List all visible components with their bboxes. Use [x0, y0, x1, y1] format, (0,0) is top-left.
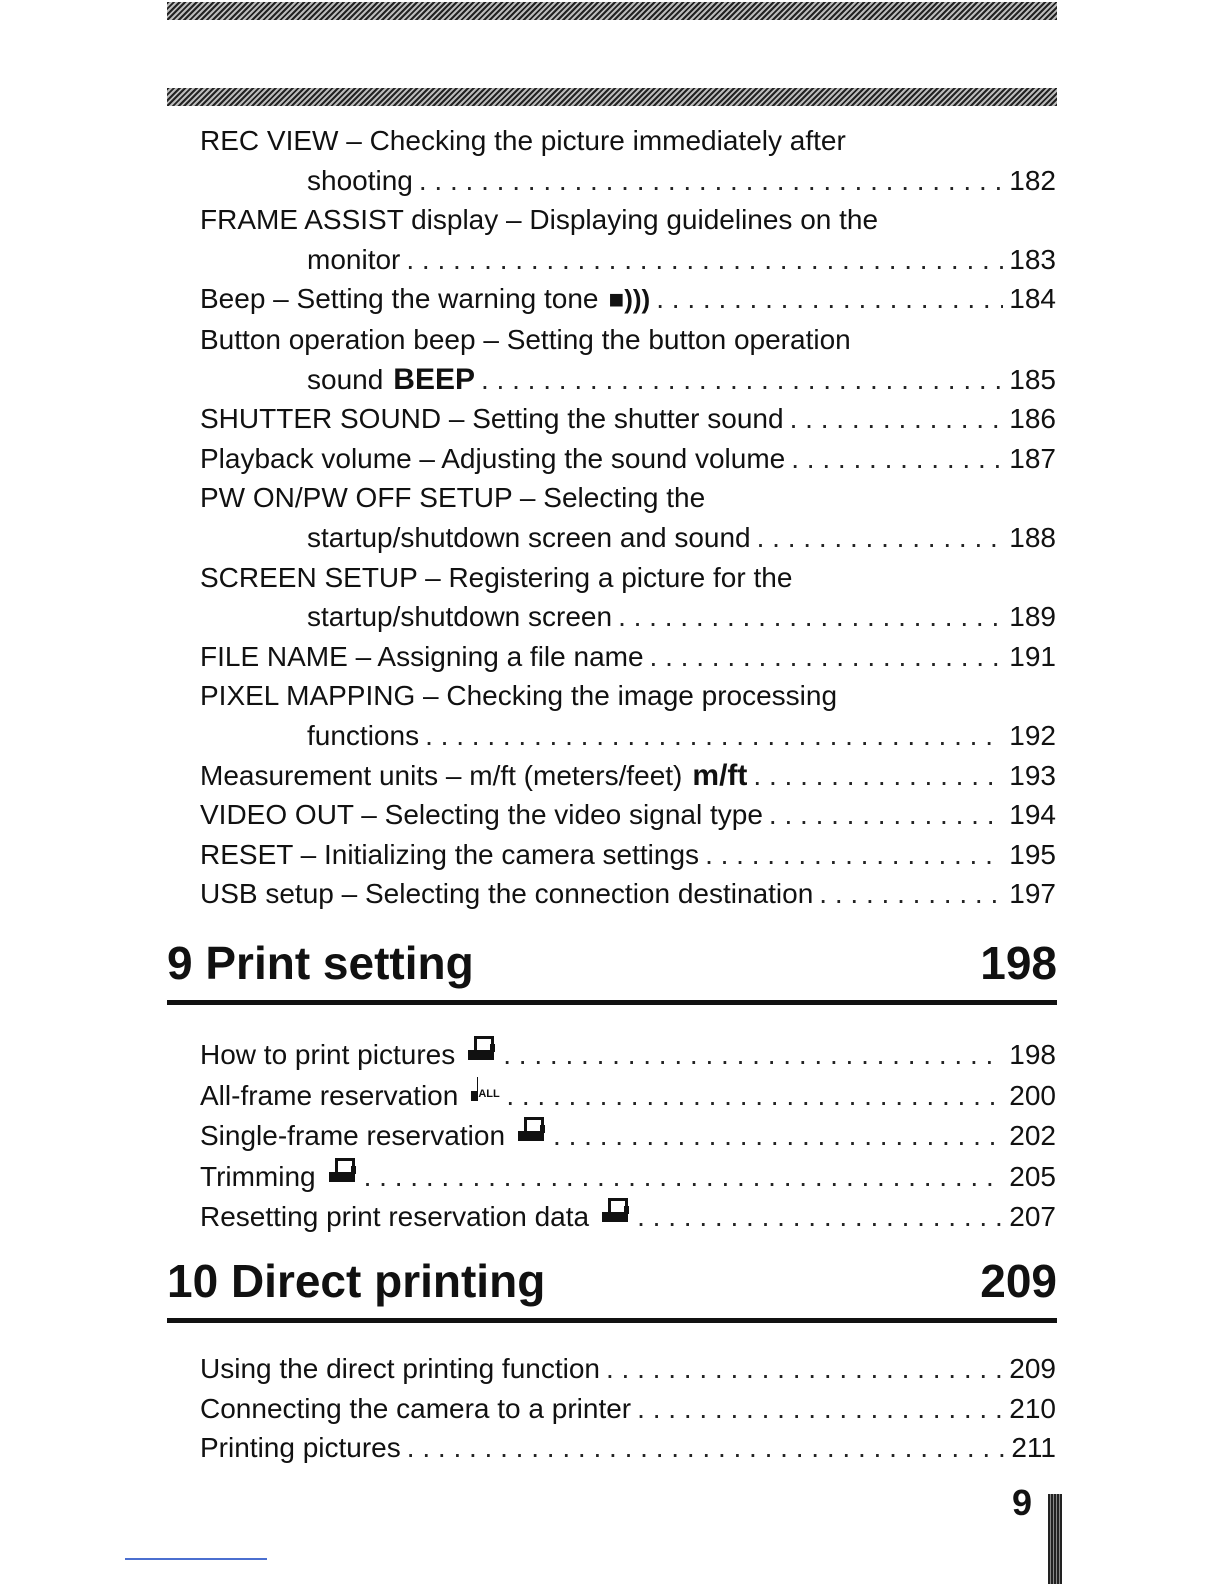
entry-page: 205: [1009, 1160, 1056, 1192]
entry-continuation: startup/shutdown screen: [307, 601, 613, 633]
entry-page: 211: [1011, 1432, 1056, 1464]
toc-entry[interactable]: [200, 795, 1056, 835]
entry-page: 185: [1009, 363, 1056, 395]
dot-leader: [618, 597, 1003, 637]
entry-title: REC VIEW – Checking the picture immediately after: [200, 125, 846, 156]
dot-leader: [819, 874, 1003, 914]
dot-leader: [637, 1197, 1003, 1237]
entry-page: 195: [1009, 838, 1056, 870]
entry-title: Button operation beep – Setting the button operation: [200, 323, 851, 355]
entry-page: 209: [1009, 1353, 1056, 1384]
section-title: 10 Direct printing: [167, 1255, 546, 1307]
footer-rule: [125, 1558, 267, 1560]
entry-title: Printing pictures: [200, 1432, 401, 1464]
dot-leader: [606, 1349, 1003, 1389]
entry-page: 187: [1009, 442, 1056, 474]
toc-entry[interactable]: [200, 1196, 1056, 1237]
entry-title: FILE NAME – Assigning a file name: [200, 640, 644, 672]
toc-entry[interactable]: [200, 279, 1056, 320]
toc-entry[interactable]: [200, 637, 1056, 677]
toc-entry[interactable]: [200, 478, 1056, 557]
entry-page: 202: [1009, 1120, 1056, 1152]
entry-title: PIXEL MAPPING – Checking the image processing: [200, 680, 838, 712]
print-icon: [328, 1156, 358, 1186]
entry-title: USB setup – Selecting the connection destination: [200, 878, 814, 910]
entry-page: 210: [1009, 1392, 1056, 1424]
print-setting-toc-list: [200, 1034, 1056, 1237]
setup-toc-list: [200, 121, 1056, 914]
toc-entry[interactable]: [200, 399, 1056, 439]
toc-entry[interactable]: [200, 558, 1056, 637]
entry-title: Connecting the camera to a printer: [200, 1392, 632, 1424]
print-icon: [517, 1115, 547, 1145]
toc-entry[interactable]: [200, 1075, 1056, 1116]
section-heading-direct-printing[interactable]: [167, 1254, 1057, 1323]
dot-leader: [425, 716, 1003, 756]
entry-page: 197: [1009, 878, 1056, 910]
entry-continuation: shooting: [307, 164, 413, 196]
toc-entry[interactable]: [200, 676, 1056, 755]
mft-icon: m/ft: [692, 758, 748, 792]
entry-title: Resetting print reservation data: [200, 1201, 590, 1233]
toc-entry[interactable]: [200, 320, 1056, 399]
entry-continuation: startup/shutdown screen and sound: [307, 521, 751, 553]
dot-leader: [656, 279, 1003, 319]
entry-page: 191: [1009, 640, 1056, 672]
entry-page: 198: [1009, 1039, 1056, 1070]
dot-leader: [769, 795, 1003, 835]
beep-icon: BEEP: [393, 362, 475, 396]
entry-page: 194: [1009, 799, 1056, 831]
toc-entry[interactable]: [200, 1156, 1056, 1197]
entry-page: 200: [1009, 1079, 1056, 1111]
entry-title: How to print pictures: [200, 1039, 456, 1070]
dot-leader: [419, 161, 1003, 201]
dot-leader: [481, 360, 1003, 400]
entry-title: All-frame reservation: [200, 1079, 459, 1111]
entry-title: Playback volume – Adjusting the sound volume: [200, 442, 786, 474]
section-page: 198: [980, 937, 1057, 989]
entry-title: FRAME ASSIST display – Displaying guidelines on the: [200, 204, 879, 236]
entry-page: 189: [1009, 601, 1056, 633]
entry-page: 192: [1009, 719, 1056, 751]
entry-title: Using the direct printing function: [200, 1353, 600, 1384]
entry-page: 193: [1009, 759, 1056, 791]
entry-page: 183: [1009, 243, 1056, 275]
toc-entry[interactable]: [200, 1115, 1056, 1156]
entry-page: 188: [1009, 521, 1056, 553]
print-icon: [601, 1196, 631, 1226]
dot-leader: [705, 835, 1003, 875]
toc-entry[interactable]: [200, 1428, 1056, 1468]
toc-entry[interactable]: [200, 874, 1056, 914]
toc-entry[interactable]: [200, 1349, 1056, 1389]
entry-title: VIDEO OUT – Selecting the video signal type: [200, 799, 763, 831]
entry-continuation: monitor: [307, 243, 401, 275]
page-number: 9: [1012, 1482, 1033, 1523]
print-icon: [467, 1034, 497, 1064]
toc-entry[interactable]: [200, 1389, 1056, 1429]
toc-entry[interactable]: [200, 439, 1056, 479]
entry-title: RESET – Initializing the camera settings: [200, 838, 700, 870]
entry-title: Measurement units – m/ft (meters/feet): [200, 759, 683, 791]
entry-title: Trimming: [200, 1160, 316, 1192]
dot-leader: [650, 637, 1004, 677]
speaker-icon: ■))): [608, 284, 651, 315]
dot-leader: [753, 756, 1003, 796]
entry-title: SHUTTER SOUND – Setting the shutter sound: [200, 403, 784, 435]
dot-leader: [791, 439, 1003, 479]
print-all-icon-label: ALL: [478, 1075, 499, 1115]
dot-leader: [406, 240, 1003, 280]
dot-leader: [407, 1428, 1006, 1468]
entry-page: 186: [1009, 403, 1056, 435]
entry-title: Single-frame reservation: [200, 1120, 506, 1152]
dot-leader: [506, 1076, 1003, 1116]
dot-leader: [637, 1389, 1003, 1429]
toc-entry[interactable]: [200, 121, 1056, 200]
top-hatch-bar: [167, 2, 1057, 20]
entry-page: 184: [1009, 283, 1056, 315]
dot-leader: [553, 1116, 1003, 1156]
print-all-icon: [470, 1075, 500, 1105]
entry-continuation: functions: [307, 719, 420, 751]
entry-continuation: sound: [307, 363, 384, 395]
dot-leader: [364, 1157, 1004, 1197]
toc-entry[interactable]: [200, 835, 1056, 875]
toc-entry[interactable]: [200, 1034, 1056, 1075]
entry-page: 207: [1009, 1201, 1056, 1233]
entry-title: Beep – Setting the warning tone: [200, 283, 599, 315]
dot-leader: [757, 518, 1004, 558]
section-heading-print-setting[interactable]: [167, 936, 1057, 1005]
thumb-index-tab: [1048, 1494, 1062, 1584]
section-title: 9 Print setting: [167, 937, 474, 989]
entry-title: SCREEN SETUP – Registering a picture for the: [200, 561, 793, 593]
toc-entry[interactable]: [200, 756, 1056, 796]
entry-title: PW ON/PW OFF SETUP – Selecting the: [200, 482, 706, 514]
dot-leader: [503, 1035, 1003, 1075]
toc-entry[interactable]: [200, 200, 1056, 279]
direct-printing-toc-list: [200, 1349, 1056, 1468]
section-page: 209: [980, 1255, 1057, 1307]
second-hatch-bar: [167, 88, 1057, 106]
dot-leader: [790, 399, 1004, 439]
entry-page: 182: [1009, 164, 1056, 196]
